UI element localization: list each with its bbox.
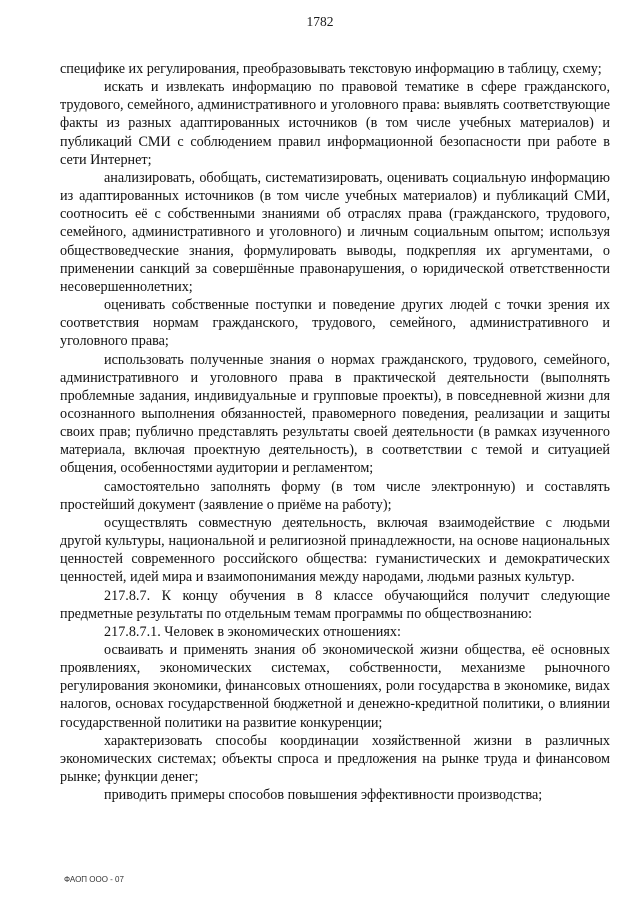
page-number: 1782 [306, 14, 334, 29]
paragraph: самостоятельно заполнять форму (в том числе электронную) и составлять простейший документ (заявление о приёме на работу); [60, 478, 610, 513]
paragraph: приводить примеры способов повышения эффективности производства; [104, 787, 543, 804]
paragraph: использовать полученные знания о нормах гражданского, трудового, семейного, административного и уголовного права в практической деятельности (выполнять проблемные задания, индивидуальные и групповые проекты), в повседневной жизни для осознанного выполнения обязанностей, правомерного поведения, реализации и защиты своих прав; публично представлять результаты своей деятельности (в рамках изученного материала, включая проектную деятельность), в соответствии с темой и ситуацией общения, особенностями аудитории и регламентом; [60, 351, 610, 477]
paragraph: оценивать собственные поступки и поведение других людей с точки зрения их соответствия нормам гражданского, трудового, семейного, административного и уголовного права; [60, 297, 610, 350]
paragraph: характеризовать способы координации хозяйственной жизни в различных экономических системах; объекты спроса и предложения на рынке труда и финансовом рынке; функции денег; [60, 732, 610, 786]
paragraph: 217.8.7.1. Человек в экономических отношениях: [104, 623, 401, 640]
paragraph: искать и извлекать информацию по правовой тематике в сфере гражданского, трудового, семейного, административного и уголовного права: выявлять соответствующие факты из разных адаптированных источников (в том числе учебных материалов) и публикаций СМИ с соблюдением правил информационной безопасности при работе в сети Интернет; [60, 79, 610, 168]
paragraph: 217.8.7. К концу обучения в 8 классе обучающийся получит следующие предметные результаты по отдельным темам программы по обществознанию: [60, 587, 610, 622]
paragraph: осваивать и применять знания об экономической жизни общества, её основных проявлениях, экономических системах, собственности, механизме рыночного регулирования экономики, финансовых отношениях, роли государства в экономике, видах налогов, основах государственной бюджетной и денежно-кредитной политики, о влиянии государственной политики на развитие конкуренции; [60, 642, 610, 731]
document-body [60, 60, 610, 804]
footer-code: ФАОП ООО - 07 [64, 875, 124, 884]
paragraph: специфике их регулирования, преобразовывать текстовую информацию в таблицу, схему; [60, 61, 602, 77]
paragraph: осуществлять совместную деятельность, включая взаимодействие с людьми другой культуры, национальной и религиозной принадлежности, на основе национальных ценностей современного российского общества: гуманистических и демократических ценностей, идей мира и взаимопонимания между народами, людьми разных культур. [60, 514, 610, 586]
paragraph: анализировать, обобщать, систематизировать, оценивать социальную информацию из адаптированных источников (в том числе учебных материалов) и публикаций СМИ, соотносить её с собственными знаниями об отраслях права (гражданского, трудового, семейного, административного и уголовного) и личным социальным опытом; используя обществоведческие знания, формулировать выводы, подкрепляя их аргументами, о применении санкций за совершённые правонарушения, о юридической ответственности несовершеннолетних; [60, 169, 610, 295]
